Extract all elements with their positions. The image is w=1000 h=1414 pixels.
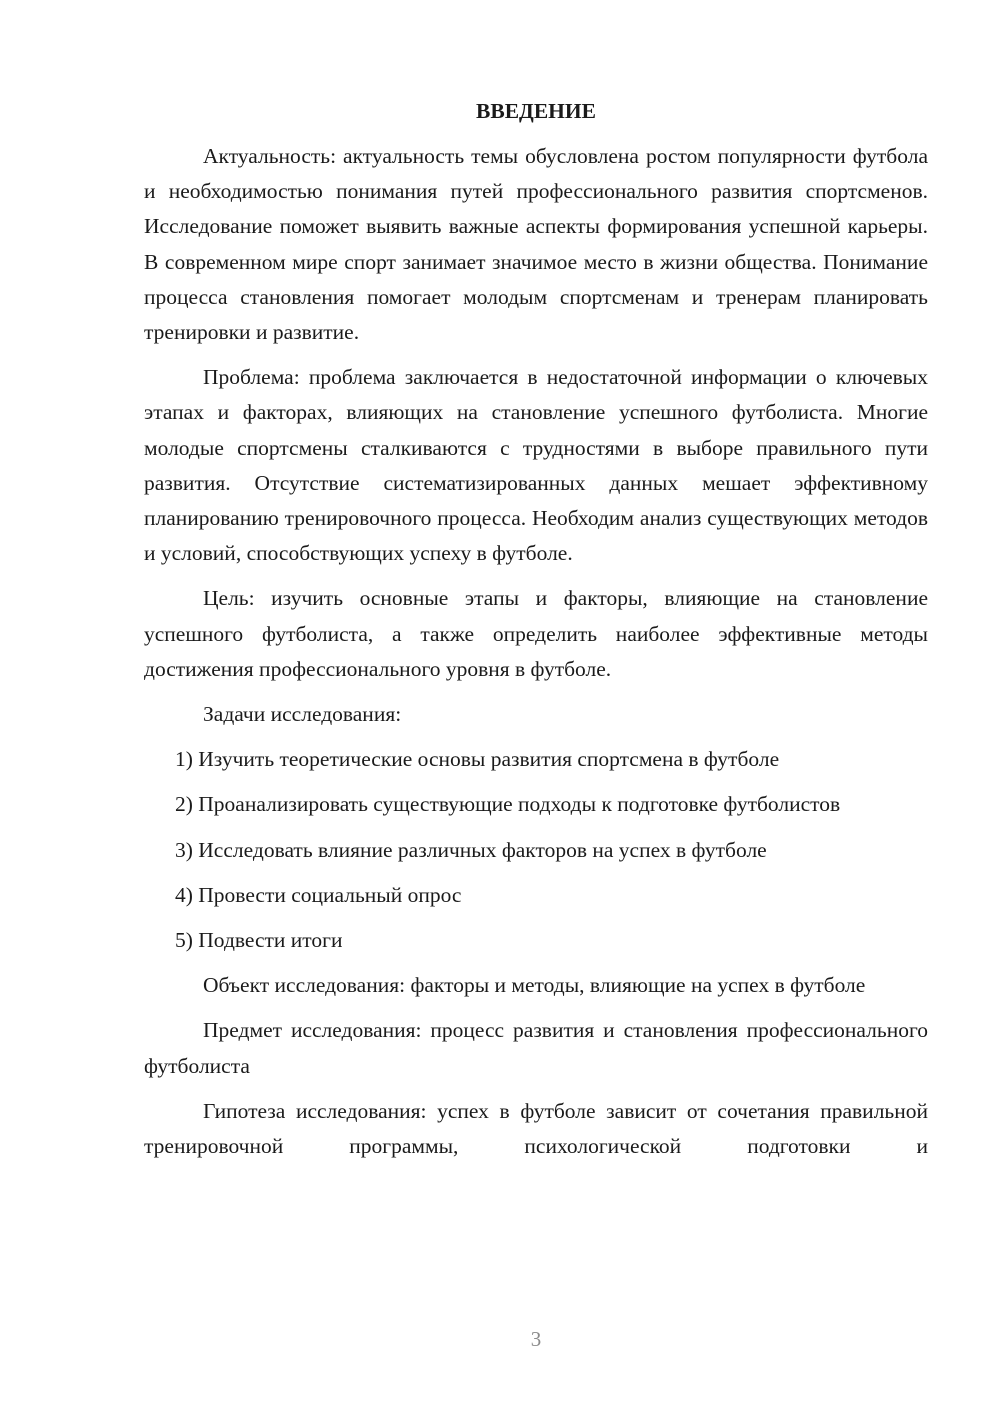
tasks-heading: Задачи исследования:: [203, 702, 402, 727]
paragraph-hypothesis: Гипотеза исследования: успех в футболе зависит от сочетания правильной тренировочной программы, психологической подготовки и: [144, 1098, 928, 1159]
page-content: [144, 96, 928, 1174]
task-item-1: 1) Изучить теоретические основы развития спортсмена в футболе: [175, 747, 780, 772]
task-item-5: 5) Подвести итоги: [175, 928, 343, 953]
task-item-3: 3) Исследовать влияние различных факторов на успех в футболе: [175, 837, 767, 862]
paragraph-object: Объект исследования: факторы и методы, влияющие на успех в футболе: [203, 973, 866, 998]
task-item-4: 4) Провести социальный опрос: [175, 882, 462, 907]
paragraph-subject: Предмет исследования: процесс развития и становления профессионального футболиста: [144, 1018, 928, 1078]
task-item-2: 2) Проанализировать существующие подходы к подготовке футболистов: [175, 792, 841, 817]
page-number: 3: [530, 1327, 542, 1351]
paragraph-goal: Цель: изучить основные этапы и факторы, влияющие на становление успешного футболиста, а также определить наиболее эффективные методы достижения профессионального уровня в футболе.: [144, 586, 928, 681]
paragraph-problem: Проблема: проблема заключается в недостаточной информации о ключевых этапах и факторах, влияющих на становление успешного футболиста. Многие молодые спортсмены сталкиваются с трудностями в выборе правильного пути развития. Отсутствие систематизированных данных мешает эффективному планированию тренировочного процесса. Необходим анализ существующих методов и условий, способствующих успеху в футболе.: [144, 365, 928, 566]
page-title: ВВЕДЕНИЕ: [476, 99, 596, 123]
paragraph-relevance: Актуальность: актуальность темы обусловлена ростом популярности футбола и необходимостью понимания путей профессионального развития спортсменов. Исследование поможет выявить важные аспекты формирования успешной карьеры. В современном мире спорт занимает значимое место в жизни общества. Понимание процесса становления помогает молодым спортсменам и тренерам планировать тренировки и развитие.: [144, 144, 928, 345]
